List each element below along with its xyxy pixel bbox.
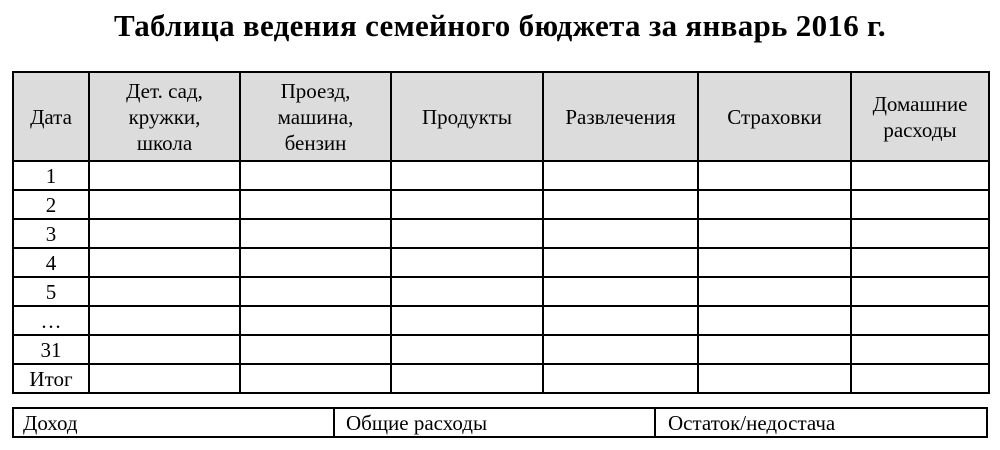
total-cell[interactable] <box>851 364 989 393</box>
entry-cell[interactable] <box>89 190 240 219</box>
table-row-total <box>13 364 989 393</box>
balance-label: Остаток/недостача <box>668 411 836 435</box>
entry-cell[interactable] <box>698 248 851 277</box>
entry-cell[interactable] <box>89 306 240 335</box>
header-transport: Проезд, машина, бензин <box>240 72 391 161</box>
entry-cell[interactable] <box>698 219 851 248</box>
balance-cell[interactable] <box>656 409 986 436</box>
entry-cell[interactable] <box>851 248 989 277</box>
row-date-cell: 2 <box>13 190 89 219</box>
entry-cell[interactable] <box>391 219 543 248</box>
entry-cell[interactable] <box>240 335 391 364</box>
entry-cell[interactable] <box>391 161 543 190</box>
entry-cell[interactable] <box>543 306 698 335</box>
entry-cell[interactable] <box>698 335 851 364</box>
total-expenses-label: Общие расходы <box>346 411 488 435</box>
table-row <box>13 219 989 248</box>
entry-cell[interactable] <box>851 161 989 190</box>
entry-cell[interactable] <box>698 190 851 219</box>
entry-cell[interactable] <box>698 277 851 306</box>
total-cell[interactable] <box>698 364 851 393</box>
header-kindergarten-school: Дет. сад, кружки, школа <box>89 72 240 161</box>
table-row <box>13 248 989 277</box>
summary-row <box>12 407 988 438</box>
entry-cell[interactable] <box>391 277 543 306</box>
entry-cell[interactable] <box>543 248 698 277</box>
header-date: Дата <box>13 72 89 161</box>
entry-cell[interactable] <box>698 306 851 335</box>
entry-cell[interactable] <box>851 277 989 306</box>
row-date-cell: … <box>13 306 89 335</box>
header-groceries: Продукты <box>391 72 543 161</box>
row-date-cell: 3 <box>13 219 89 248</box>
income-cell[interactable] <box>14 409 335 436</box>
table-row <box>13 277 989 306</box>
entry-cell[interactable] <box>391 190 543 219</box>
entry-cell[interactable] <box>89 335 240 364</box>
total-cell[interactable] <box>240 364 391 393</box>
entry-cell[interactable] <box>543 161 698 190</box>
table-row <box>13 306 989 335</box>
total-cell[interactable] <box>391 364 543 393</box>
row-date-cell: 4 <box>13 248 89 277</box>
entry-cell[interactable] <box>240 219 391 248</box>
entry-cell[interactable] <box>698 161 851 190</box>
header-entertainment: Развлечения <box>543 72 698 161</box>
entry-cell[interactable] <box>391 248 543 277</box>
entry-cell[interactable] <box>851 190 989 219</box>
entry-cell[interactable] <box>240 190 391 219</box>
total-cell[interactable] <box>543 364 698 393</box>
entry-cell[interactable] <box>851 219 989 248</box>
entry-cell[interactable] <box>543 335 698 364</box>
entry-cell[interactable] <box>89 219 240 248</box>
row-total-label: Итог <box>13 364 89 393</box>
income-label: Доход <box>23 411 78 435</box>
total-expenses-cell[interactable] <box>335 409 656 436</box>
header-insurance: Страховки <box>698 72 851 161</box>
entry-cell[interactable] <box>543 190 698 219</box>
entry-cell[interactable] <box>89 277 240 306</box>
entry-cell[interactable] <box>543 219 698 248</box>
table-row <box>13 335 989 364</box>
entry-cell[interactable] <box>240 248 391 277</box>
entry-cell[interactable] <box>89 161 240 190</box>
row-date-cell: 5 <box>13 277 89 306</box>
total-cell[interactable] <box>89 364 240 393</box>
entry-cell[interactable] <box>391 306 543 335</box>
entry-cell[interactable] <box>851 335 989 364</box>
row-date-cell: 31 <box>13 335 89 364</box>
entry-cell[interactable] <box>391 335 543 364</box>
entry-cell[interactable] <box>240 277 391 306</box>
entry-cell[interactable] <box>543 277 698 306</box>
entry-cell[interactable] <box>89 248 240 277</box>
row-date-cell: 1 <box>13 161 89 190</box>
table-row <box>13 161 989 190</box>
budget-table <box>12 71 990 394</box>
entry-cell[interactable] <box>851 306 989 335</box>
header-row <box>13 72 989 161</box>
entry-cell[interactable] <box>240 306 391 335</box>
table-row <box>13 190 989 219</box>
entry-cell[interactable] <box>240 161 391 190</box>
page-title: Таблица ведения семейного бюджета за январь 2016 г. <box>114 8 886 43</box>
header-household: Домашние расходы <box>851 72 989 161</box>
